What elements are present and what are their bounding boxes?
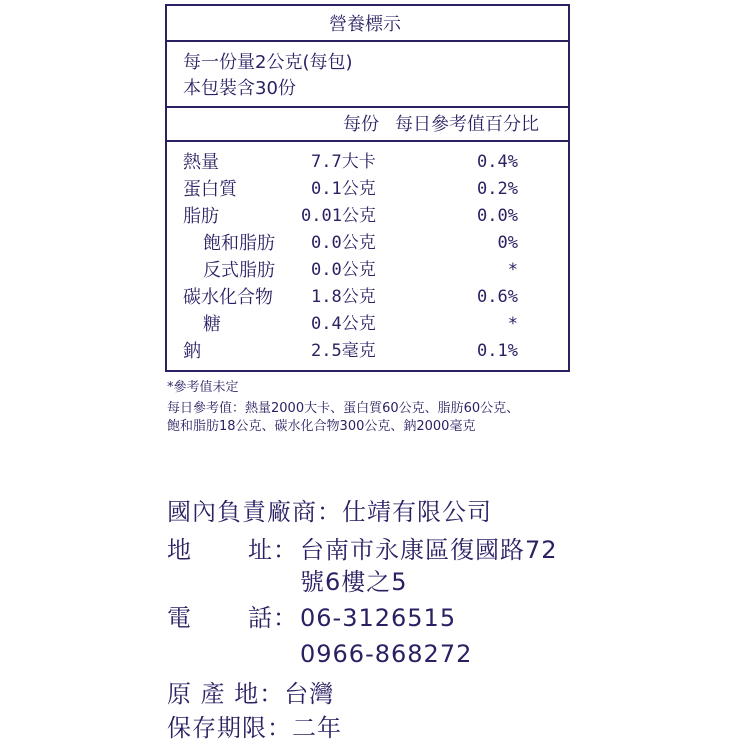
address-label-char: 址 bbox=[248, 536, 273, 564]
column-per-serving: 每份 bbox=[343, 114, 379, 135]
nutrient-name: 飽和脂肪 bbox=[203, 233, 275, 254]
address-label bbox=[248, 538, 298, 562]
colon: ： bbox=[273, 536, 298, 564]
nutrient-percent: 0.0% bbox=[477, 206, 518, 226]
nutrient-percent: 0.2% bbox=[477, 179, 518, 199]
address-line: 號6樓之5 bbox=[300, 568, 408, 596]
nutrition-facts-panel bbox=[165, 4, 570, 372]
phone-label bbox=[167, 606, 192, 630]
nutrient-name: 脂肪 bbox=[183, 206, 219, 227]
divider bbox=[167, 140, 568, 142]
nutrient-amount: 0.01公克 bbox=[301, 206, 376, 226]
nutrient-percent: 0% bbox=[497, 233, 518, 253]
nutrient-name: 熱量 bbox=[183, 152, 219, 173]
origin: 原 產 地：台灣 bbox=[167, 680, 335, 708]
phone-number: 06-3126515 bbox=[300, 604, 457, 632]
nutrient-amount: 0.4公克 bbox=[311, 314, 376, 334]
nutrient-amount: 0.1公克 bbox=[311, 179, 376, 199]
column-daily-percent: 每日參考值百分比 bbox=[395, 114, 539, 135]
serving-size: 每一份量2公克(每包) bbox=[183, 52, 353, 73]
shelf-life: 保存期限：二年 bbox=[167, 714, 342, 742]
nutrient-amount: 0.0公克 bbox=[311, 233, 376, 253]
nutrient-amount: 7.7大卡 bbox=[311, 152, 376, 172]
nutrient-percent: * bbox=[507, 260, 518, 280]
divider bbox=[167, 40, 568, 42]
address-label-char: 地 bbox=[167, 536, 192, 564]
nutrient-name: 糖 bbox=[203, 314, 221, 335]
servings-per-pack: 本包裝含30份 bbox=[183, 78, 296, 99]
phone-number: 0966-868272 bbox=[300, 640, 473, 668]
footnote-daily-reference: 每日參考值：熱量2000大卡、蛋白質60公克、脂肪60公克、 bbox=[167, 401, 520, 416]
divider bbox=[167, 106, 568, 108]
colon: ： bbox=[273, 604, 298, 632]
nutrient-amount: 0.0公克 bbox=[311, 260, 376, 280]
footnote-undetermined: *參考值未定 bbox=[167, 380, 239, 395]
address-line: 台南市永康區復國路72 bbox=[300, 536, 558, 564]
nutrient-amount: 1.8公克 bbox=[311, 287, 376, 307]
distributor: 國內負責廠商：仕靖有限公司 bbox=[167, 498, 492, 526]
nutrient-percent: 0.1% bbox=[477, 341, 518, 361]
nutrient-name: 碳水化合物 bbox=[183, 287, 273, 308]
nutrient-percent: 0.6% bbox=[477, 287, 518, 307]
nutrient-name: 反式脂肪 bbox=[203, 260, 275, 281]
footnote-daily-reference-cont: 飽和脂肪18公克、碳水化合物300公克、鈉2000毫克 bbox=[167, 419, 476, 434]
phone-label bbox=[248, 606, 298, 630]
nutrition-title: 營養標示 bbox=[329, 14, 401, 35]
nutrient-name: 鈉 bbox=[183, 341, 201, 362]
nutrient-name: 蛋白質 bbox=[183, 179, 237, 200]
phone-label-char: 電 bbox=[167, 604, 192, 632]
nutrient-percent: 0.4% bbox=[477, 152, 518, 172]
nutrient-amount: 2.5毫克 bbox=[311, 341, 376, 361]
address-label bbox=[167, 538, 192, 562]
phone-label-char: 話 bbox=[248, 604, 273, 632]
nutrient-percent: * bbox=[507, 314, 518, 334]
